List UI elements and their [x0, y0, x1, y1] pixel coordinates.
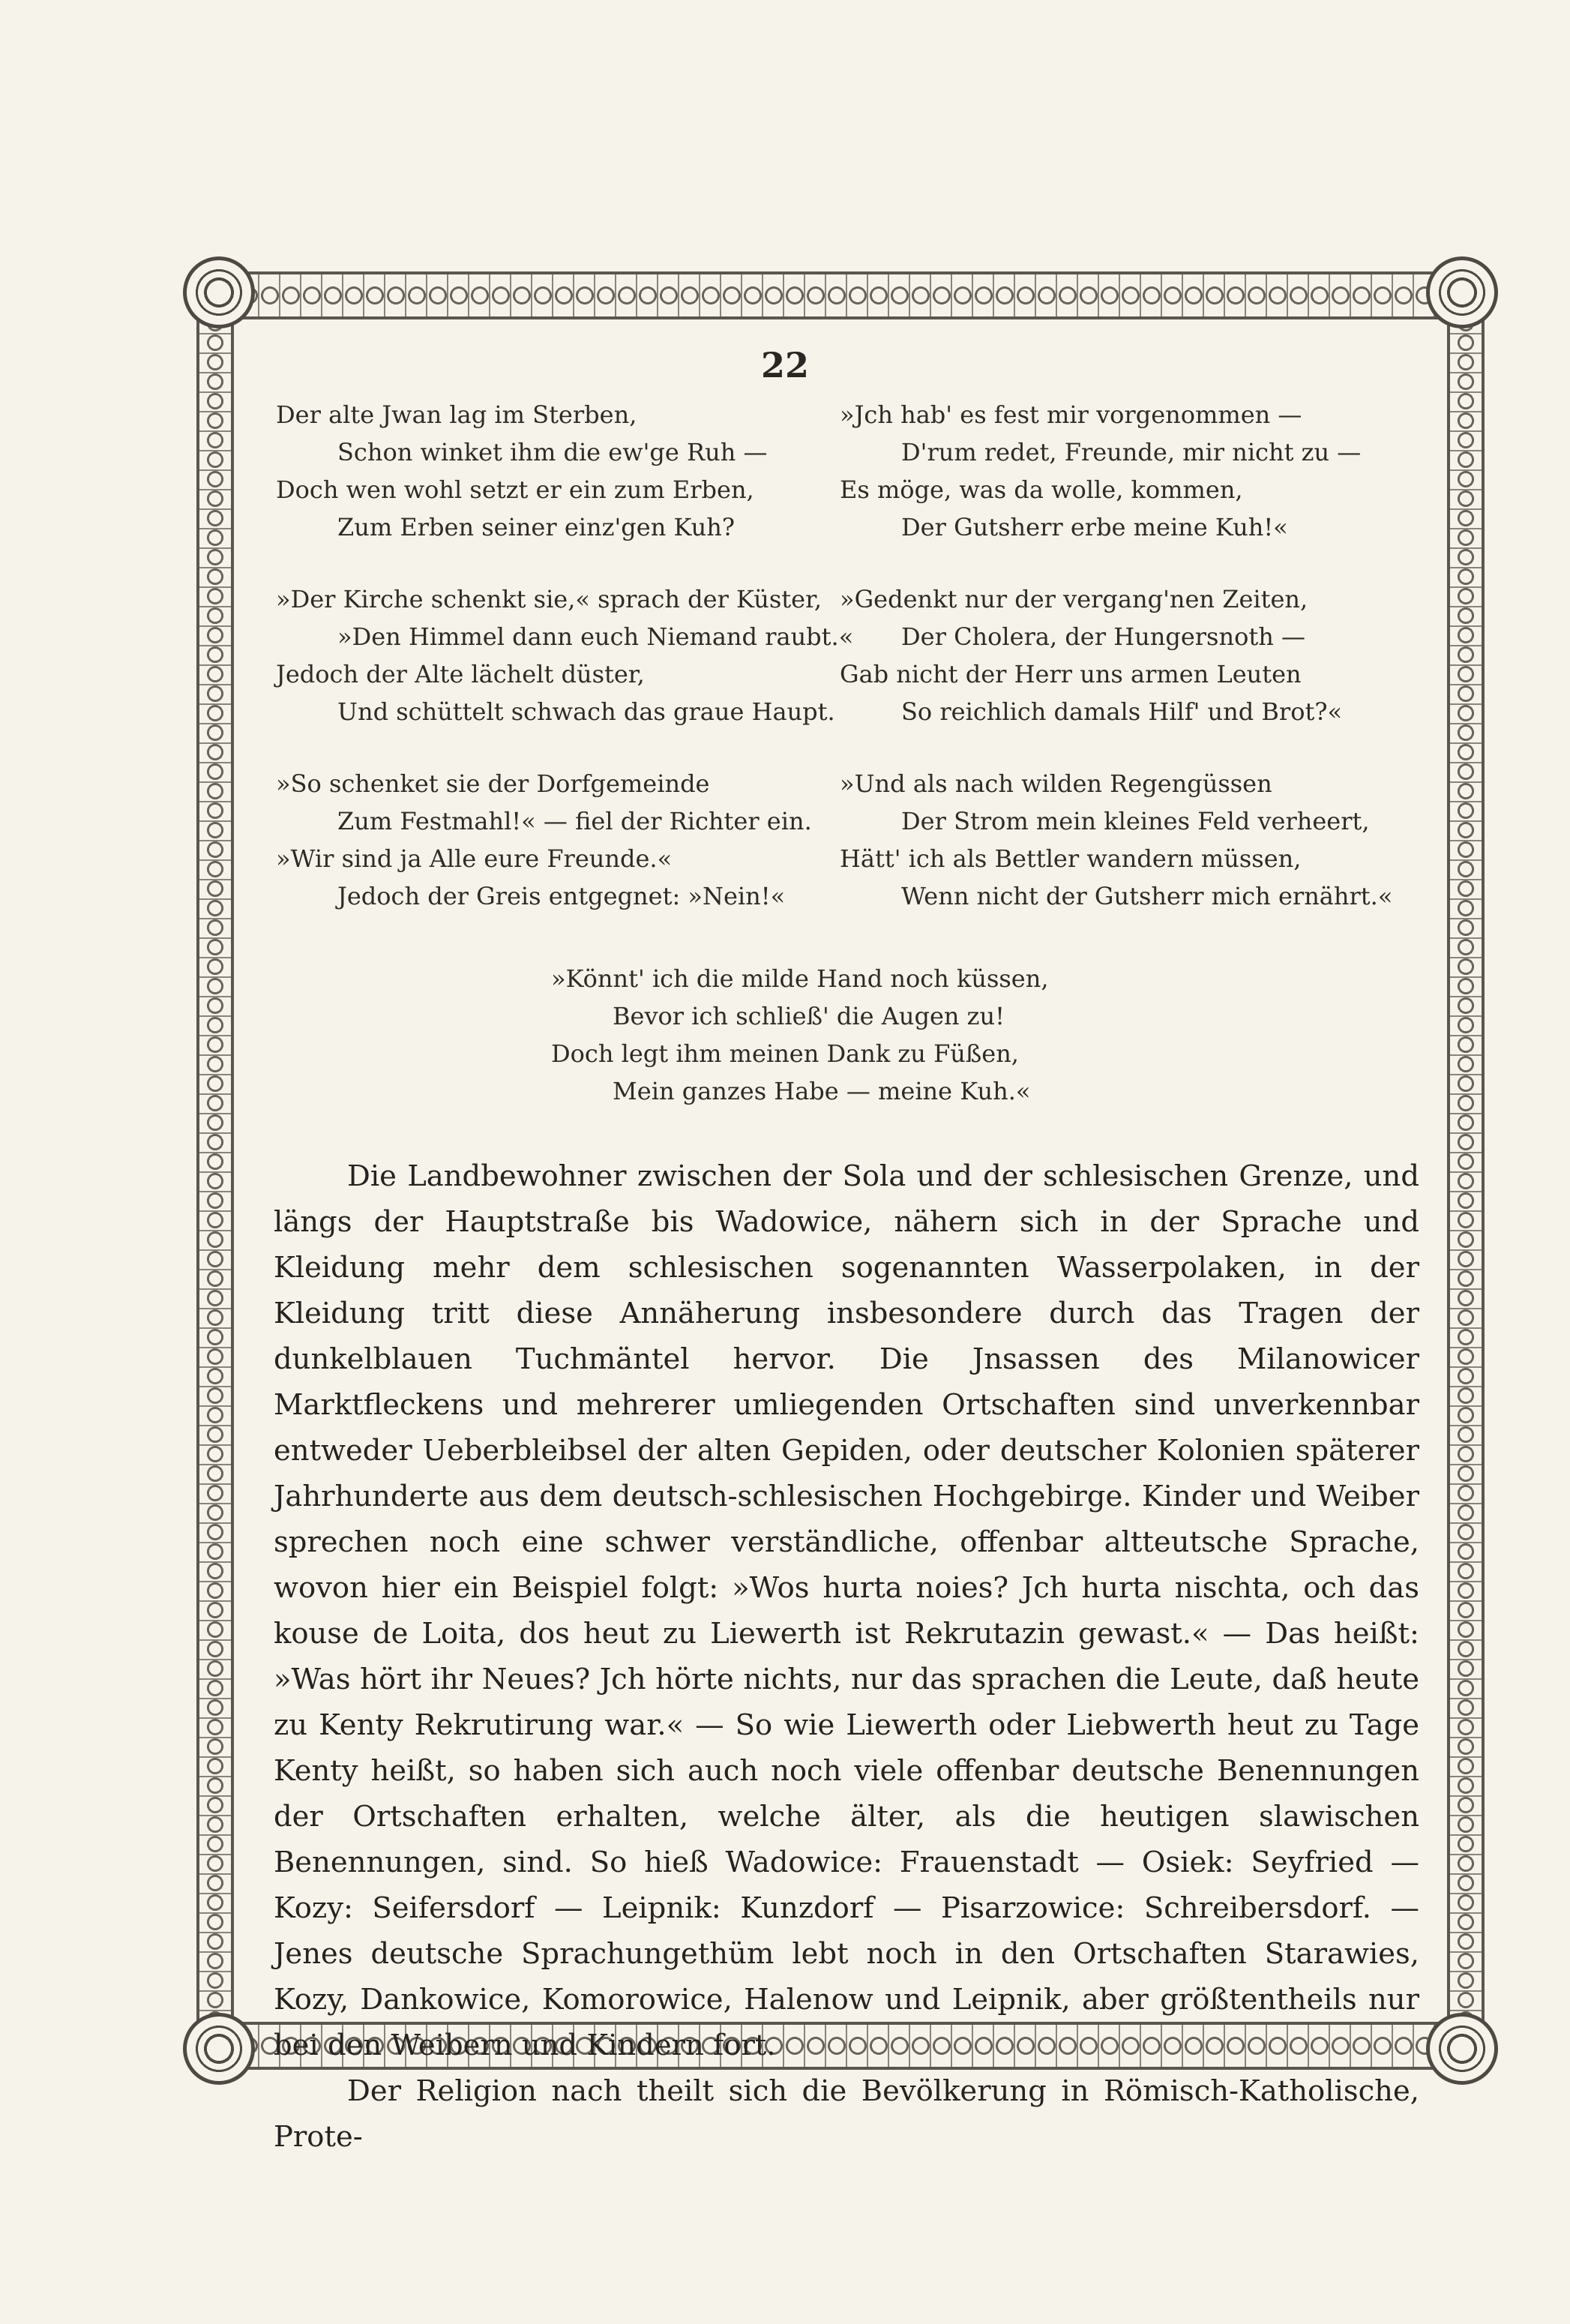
corner-ornament-icon	[183, 2013, 255, 2085]
verse-line: Zum Festmahl!« — fiel der Richter ein.	[337, 807, 812, 835]
verse-line: »Und als nach wilden Regengüssen	[840, 769, 1272, 798]
verse-line: »Den Himmel dann euch Niemand raubt.«	[337, 622, 854, 651]
verse-line: So reichlich damals Hilf' und Brot?«	[901, 697, 1343, 726]
stanza	[276, 765, 861, 915]
border-right	[1447, 313, 1485, 2028]
corner-ornament-icon	[1426, 2013, 1498, 2085]
verse-line: »So schenket sie der Dorfgemeinde	[276, 769, 710, 798]
verse-line: »Wir sind ja Alle eure Freunde.«	[276, 844, 673, 873]
verse-line: Der alte Jwan lag im Sterben,	[276, 400, 637, 429]
stanza	[840, 396, 1425, 546]
verse-line: Jedoch der Alte lächelt düster,	[276, 660, 645, 688]
body-text	[274, 1153, 1419, 2160]
verse-line: Schon winket ihm die ew'ge Ruh —	[337, 438, 768, 466]
page-number: 22	[760, 345, 809, 385]
verse-line: »Jch hab' es fest mir vorgenommen —	[840, 400, 1302, 429]
stanza	[551, 960, 1151, 1110]
corner-ornament-icon	[183, 256, 255, 328]
verse-line: D'rum redet, Freunde, mir nicht zu —	[901, 438, 1362, 466]
verse-line: Doch legt ihm meinen Dank zu Füßen,	[551, 1039, 1019, 1068]
verse-line: Zum Erben seiner einz'gen Kuh?	[337, 513, 736, 541]
stanza	[276, 396, 861, 546]
verse-line: Der Cholera, der Hungersnoth —	[901, 622, 1305, 651]
stanza	[840, 765, 1425, 915]
border-top	[196, 271, 1485, 319]
verse-line: Und schüttelt schwach das graue Haupt.	[337, 697, 835, 726]
paragraph: Der Religion nach theilt sich die Bevölkerung in Römisch-Katholische, Prote-	[274, 2074, 1419, 2154]
verse-line: Jedoch der Greis entgegnet: »Nein!«	[337, 882, 786, 910]
corner-ornament-icon	[1426, 256, 1498, 328]
verse-line: Mein ganzes Habe — meine Kuh.«	[613, 1077, 1031, 1105]
border-left	[196, 313, 234, 2028]
verse-line: »Gedenkt nur der vergang'nen Zeiten,	[840, 585, 1308, 613]
stanza	[840, 580, 1425, 730]
verse-line: Es möge, was da wolle, kommen,	[840, 475, 1243, 504]
verse-line: Hätt' ich als Bettler wandern müssen,	[840, 844, 1302, 873]
verse-line: Wenn nicht der Gutsherr mich ernährt.«	[901, 882, 1393, 910]
verse-line: »Könnt' ich die milde Hand noch küssen,	[551, 964, 1049, 993]
verse-line: »Der Kirche schenkt sie,« sprach der Küster,	[276, 585, 822, 613]
verse-line: Gab nicht der Herr uns armen Leuten	[840, 660, 1302, 688]
stanza	[276, 580, 861, 730]
poem-left-column	[276, 396, 861, 915]
verse-line: Der Strom mein kleines Feld verheert,	[901, 807, 1370, 835]
verse-line: Der Gutsherr erbe meine Kuh!«	[901, 513, 1288, 541]
verse-line: Doch wen wohl setzt er ein zum Erben,	[276, 475, 754, 504]
verse-line: Bevor ich schließ' die Augen zu!	[613, 1002, 1005, 1030]
poem-right-column	[840, 396, 1425, 915]
paragraph: Die Landbewohner zwischen der Sola und der schlesischen Grenze, und längs der Hauptstraße bis Wadowice, nähern sich in der Sprache und Kleidung mehr dem schlesischen sogenannten Wasserpolaken, in der Kleidung tritt diese Annäherung insbesondere durch das Tragen der dunkelblauen Tuchmäntel hervor. Die Jnsassen des Milanowicer Marktfleckens und mehrerer umliegenden Ortschaften sind unverkennbar entweder Ueberbleibsel der alten Gepiden, oder deutscher Kolonien späterer Jahrhunderte aus dem deutsch-schlesischen Hochgebirge. Kinder und Weiber sprechen noch eine schwer verständliche, offenbar altteutsche Sprache, wovon hier ein Beispiel folgt: »Wos hurta noies? Jch hurta nischta, och das kouse de Loita, dos heut zu Liewerth ist Rekrutazin gewast.« — Das heißt: »Was hört ihr Neues? Jch hörte nichts, nur das sprachen die Leute, daß heute zu Kenty Rekrutirung war.« — So wie Liewerth oder Liebwerth heut zu Tage Kenty heißt, so haben sich auch noch viele offenbar deutsche Benennungen der Ortschaften erhalten, welche älter, als die heutigen slawischen Benennungen, sind. So hieß Wadowice: Frauenstadt — Osiek: Seyfried — Kozy: Seifersdorf — Leipnik: Kunzdorf — Pisarzowice: Schreibersdorf. — Jenes deutsche Sprachungethüm lebt noch in den Ortschaften Starawies, Kozy, Dankowice, Komorowice, Halenow und Leipnik, aber größtentheils nur bei den Weibern und Kindern fort.	[274, 1159, 1419, 2062]
poem-final-stanza	[551, 960, 1151, 1110]
